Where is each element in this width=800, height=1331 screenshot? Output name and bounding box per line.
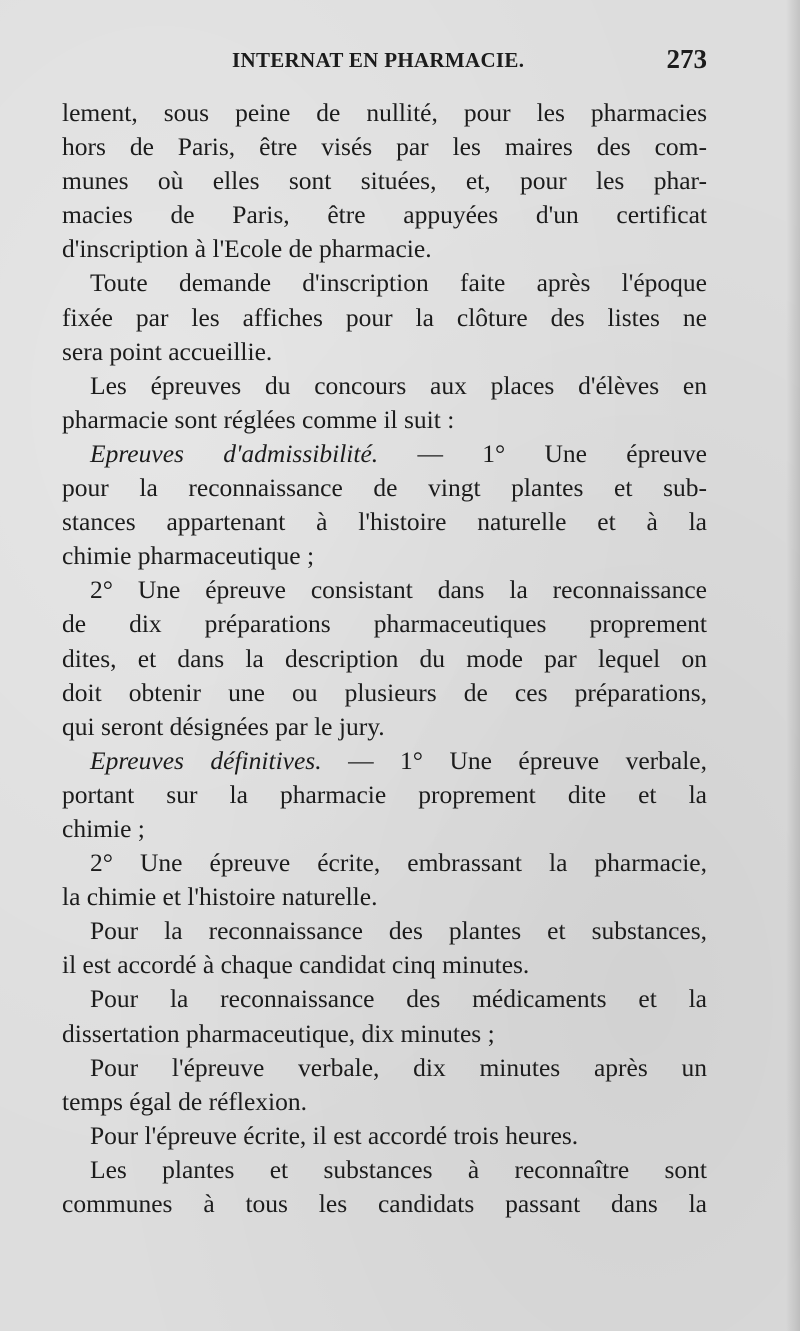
page-edge-shadow <box>786 0 800 1331</box>
text-line: chimie pharmaceutique ; <box>62 541 315 571</box>
text-line: communes à tous les candidats passant dans la <box>62 1189 707 1218</box>
text-line: Pour l'épreuve verbale, dix minutes après un <box>90 1052 707 1082</box>
text-line: munes où elles sont situées, et, pour les phar- <box>62 166 707 196</box>
text-line: de dix préparations pharmaceutiques proprement <box>62 609 707 639</box>
text-line: sera point accueillie. <box>62 336 273 366</box>
body-text <box>62 96 707 1221</box>
text-line: hors de Paris, être visés par les maires des com- <box>62 132 707 162</box>
text-line: Les plantes et substances à reconnaître sont <box>90 1154 707 1184</box>
text-line: dissertation pharmaceutique, dix minutes ; <box>62 1018 495 1048</box>
text-line <box>62 437 707 471</box>
text-line: doit obtenir une ou plusieurs de ces préparations, <box>62 677 707 707</box>
text-line: d'inscription à l'Ecole de pharmacie. <box>62 234 432 264</box>
text-line: fixée par les affiches pour la clôture des listes ne <box>62 302 707 332</box>
text-line: Pour la reconnaissance des médicaments et la <box>90 984 707 1014</box>
text-line: Pour l'épreuve écrite, il est accordé trois heures. <box>90 1120 579 1150</box>
italic-heading: Epreuves définitives. <box>90 745 322 775</box>
text-line: Toute demande d'inscription faite après l'époque <box>90 268 707 298</box>
running-title: INTERNAT EN PHARMACIE. <box>232 48 525 72</box>
text-line: chimie ; <box>62 813 145 843</box>
text-line: macies de Paris, être appuyées d'un certificat <box>62 200 707 230</box>
text-line: qui seront désignées par le jury. <box>62 711 385 741</box>
text-line <box>62 744 707 778</box>
text-line: temps égal de réflexion. <box>62 1086 307 1116</box>
text-line: il est accordé à chaque candidat cinq minutes. <box>62 950 530 980</box>
text-line: Les épreuves du concours aux places d'élèves en <box>90 370 707 400</box>
text-line: dites, et dans la description du mode par lequel on <box>62 643 707 673</box>
text-line: stances appartenant à l'histoire naturelle et à la <box>62 507 707 537</box>
line-rest: — 1° Une épreuve <box>378 438 707 468</box>
text-line: pharmacie sont réglées comme il suit : <box>62 404 455 434</box>
text-line: 2° Une épreuve consistant dans la reconnaissance <box>90 575 707 605</box>
text-line: lement, sous peine de nullité, pour les pharmacies <box>62 98 707 127</box>
italic-heading: Epreuves d'admissibilité. <box>90 438 379 468</box>
text-line: portant sur la pharmacie proprement dite et la <box>62 779 707 809</box>
text-line: pour la reconnaissance de vingt plantes et sub- <box>62 473 707 503</box>
running-head <box>62 44 707 78</box>
page-number: 273 <box>666 44 707 74</box>
text-line: 2° Une épreuve écrite, embrassant la pharmacie, <box>90 848 707 878</box>
text-line: Pour la reconnaissance des plantes et substances, <box>90 916 707 946</box>
text-line: la chimie et l'histoire naturelle. <box>62 882 378 912</box>
line-rest: — 1° Une épreuve verbale, <box>321 745 707 775</box>
